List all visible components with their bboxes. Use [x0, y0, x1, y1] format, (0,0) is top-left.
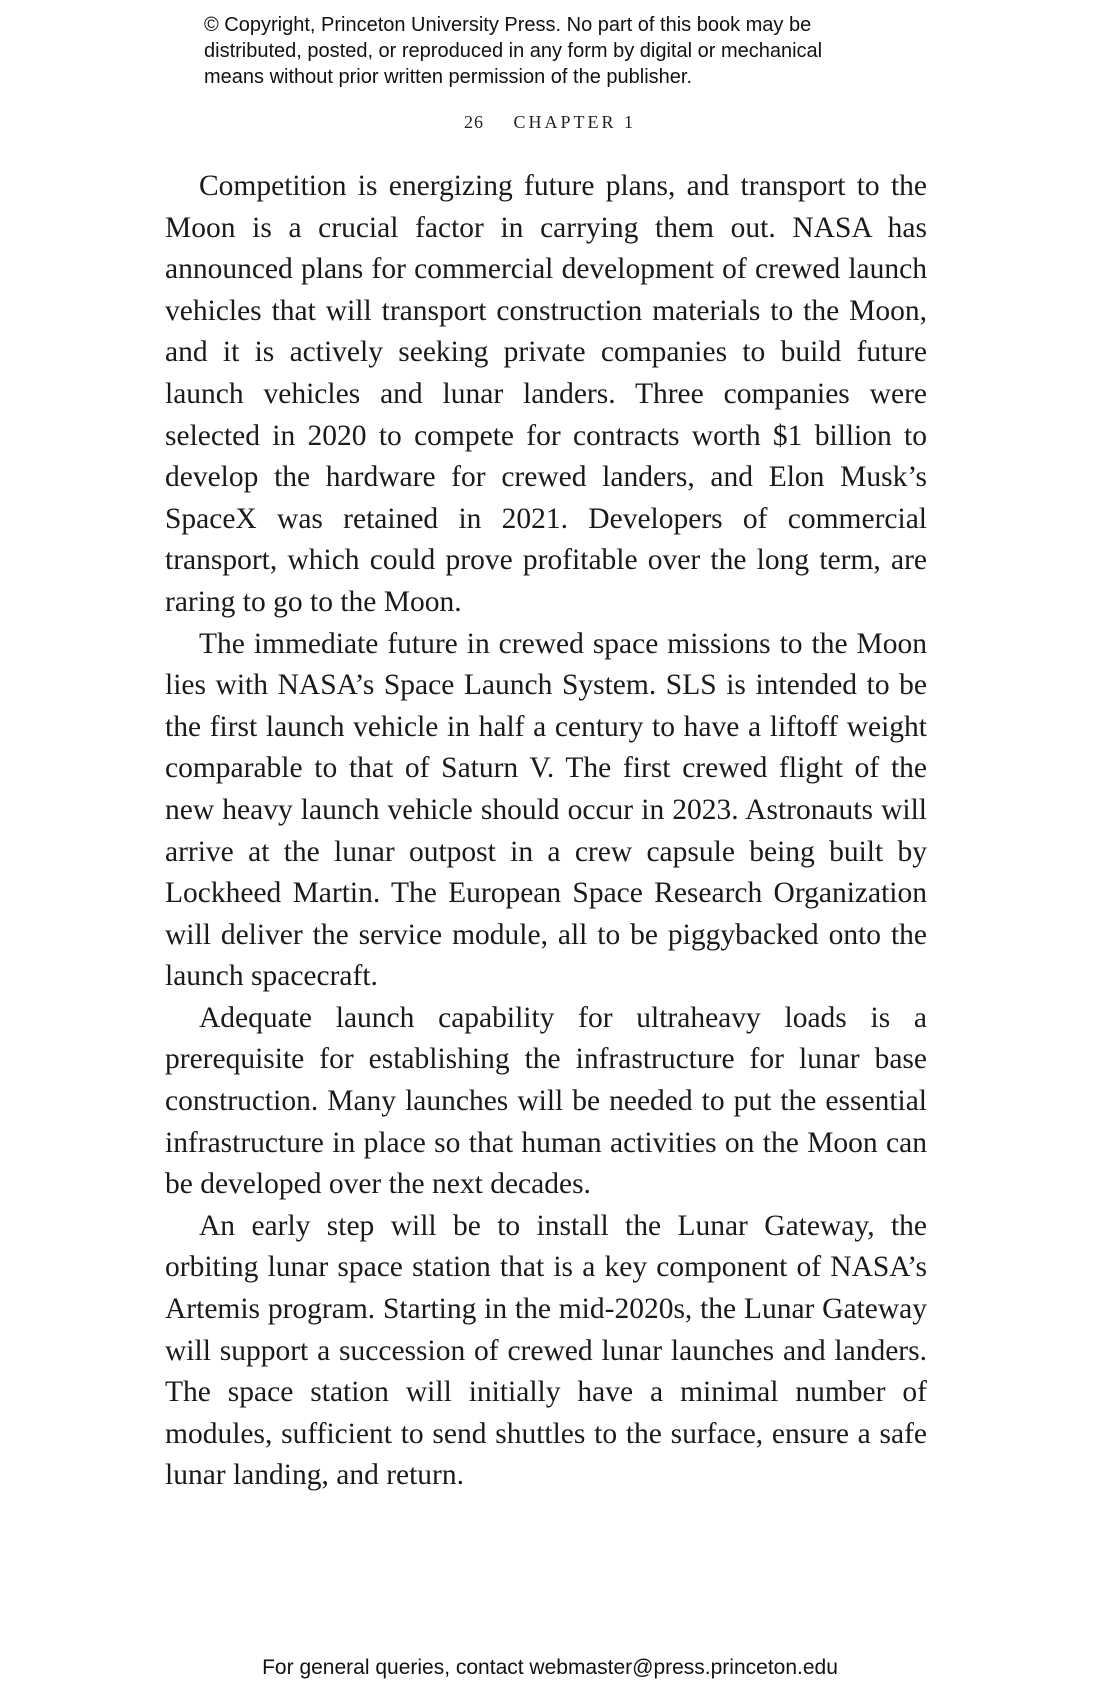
paragraph: Adequate launch capability for ultraheavy loads is a prerequisite for establishing the infrastructure for lunar base construction. Many launches will be needed to put the essential infrastructure in place so that human activities on the Moon can be developed over the next decades.	[165, 1001, 927, 1201]
running-head	[0, 112, 1100, 133]
page-number: 26	[463, 112, 484, 132]
paragraph: An early step will be to install the Lunar Gateway, the orbiting lunar space station that is a key component of NASA’s Artemis program. Starting in the mid-2020s, the Lunar Gateway will support a succession of crewed lunar launches and landers. The space station will initially have a minimal number of modules, sufficient to send shuttles to the surface, ensure a safe lunar landing, and return.	[165, 1209, 927, 1492]
footer-contact: For general queries, contact webmaster@press.princeton.edu	[262, 1656, 838, 1679]
paragraph: The immediate future in crewed space missions to the Moon lies with NASA’s Space Launch System. SLS is intended to be the first launch vehicle in half a century to have a liftoff weight comparable to that of Saturn V. The first crewed flight of the new heavy launch vehicle should occur in 2023. Astronauts will arrive at the lunar outpost in a crew capsule being built by Lockheed Martin. The European Space Research Organization will deliver the service module, all to be piggybacked onto the launch spacecraft.	[165, 627, 927, 993]
copyright-line: © Copyright, Princeton University Press. No part of this book may be	[204, 14, 812, 36]
copyright-line: means without prior written permission of the publisher.	[204, 66, 693, 88]
body-text	[165, 166, 927, 1497]
copyright-notice	[204, 12, 924, 90]
paragraph: Competition is energizing future plans, and transport to the Moon is a crucial factor in carrying them out. NASA has announced plans for commercial development of crewed launch vehicles that will transport construction materials to the Moon, and it is actively seeking private companies to build future launch vehicles and lunar landers. Three companies were selected in 2020 to compete for contracts worth $1 billion to develop the hardware for crewed landers, and Elon Musk’s SpaceX was retained in 2021. Developers of commercial transport, which could prove profitable over the long term, are raring to go to the Moon.	[165, 170, 927, 618]
copyright-line: distributed, posted, or reproduced in any form by digital or mechanical	[204, 40, 823, 62]
chapter-label: CHAPTER 1	[513, 112, 636, 132]
